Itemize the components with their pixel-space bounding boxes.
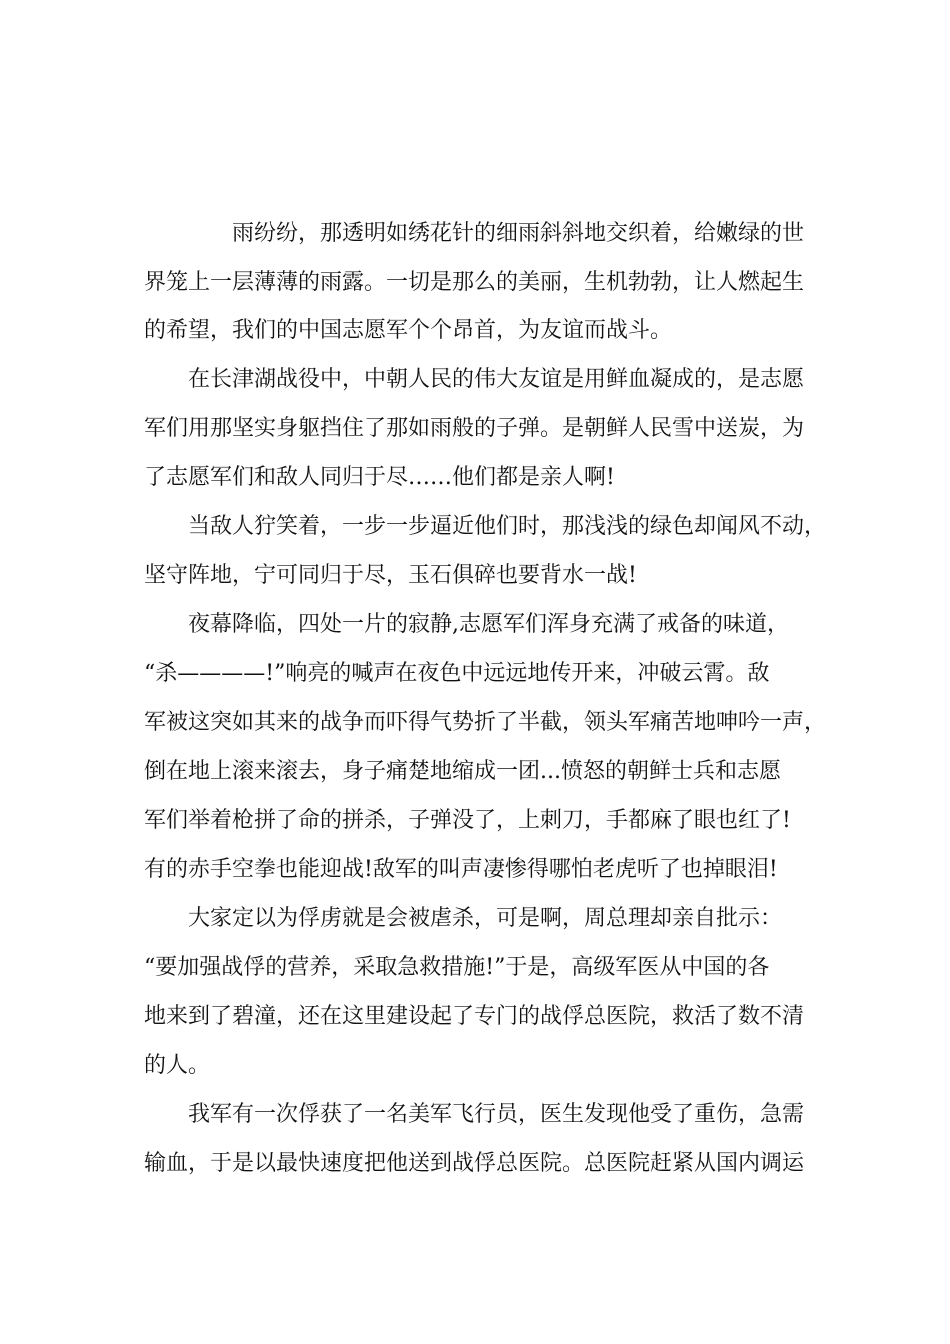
paragraph-3-line-1: 当敌人狞笑着，一步一步逼近他们时，那浅浅的绿色却闻风不动，	[188, 514, 827, 539]
paragraph-4-line-2: “杀————!”响亮的喊声在夜色中远远地传开来，冲破云霄。敌	[144, 661, 770, 686]
paragraph-4-line-3: 军被这突如其来的战争而吓得气势折了半截，领头军痛苦地呻吟一声，	[144, 710, 827, 735]
paragraph-1-line-1: 雨纷纷，那透明如绣花针的细雨斜斜地交织着，给嫩绿的世	[232, 221, 805, 246]
paragraph-1-line-2: 界笼上一层薄薄的雨露。一切是那么的美丽，生机勃勃，让人燃起生	[144, 270, 805, 295]
paragraph-4-line-1: 夜幕降临，四处一片的寂静,志愿军们浑身充满了戒备的味道，	[188, 612, 789, 637]
paragraph-5-line-1: 大家定以为俘虏就是会被虐杀，可是啊，周总理却亲自批示：	[188, 906, 783, 931]
paragraph-6-line-2: 输血，于是以最快速度把他送到战俘总医院。总医院赶紧从国内调运	[144, 1151, 805, 1176]
paragraph-5-line-3: 地来到了碧潼，还在这里建设起了专门的战俘总医院，救活了数不清	[144, 1004, 805, 1029]
paragraph-1-line-3: 的希望，我们的中国志愿军个个昂首，为友谊而战斗。	[144, 318, 673, 343]
paragraph-2-line-2: 军们用那坚实身躯挡住了那如雨般的子弹。是朝鲜人民雪中送炭，为	[144, 416, 805, 441]
paragraph-3-line-2: 坚守阵地，宁可同归于尽，玉石俱碎也要背水一战!	[144, 563, 637, 588]
paragraph-5-line-4: 的人。	[144, 1053, 211, 1078]
paragraph-4-line-4: 倒在地上滚来滚去，身子痛楚地缩成一团...愤怒的朝鲜士兵和志愿	[144, 759, 781, 784]
paragraph-4-line-5: 军们举着枪拼了命的拼杀，子弹没了，上刺刀，手都麻了眼也红了!	[144, 808, 791, 833]
paragraph-5-line-2: “要加强战俘的营养，采取急救措施!”于是，高级军医从中国的各	[144, 955, 770, 980]
paragraph-2-line-3: 了志愿军们和敌人同归于尽……他们都是亲人啊!	[144, 465, 615, 490]
paragraph-6-line-1: 我军有一次俘获了一名美军飞行员，医生发现他受了重伤，急需	[188, 1102, 805, 1127]
paragraph-4-line-6: 有的赤手空拳也能迎战!敌军的叫声凄惨得哪怕老虎听了也掉眼泪!	[144, 857, 778, 882]
paragraph-2-line-1: 在长津湖战役中，中朝人民的伟大友谊是用鲜血凝成的，是志愿	[188, 367, 805, 392]
